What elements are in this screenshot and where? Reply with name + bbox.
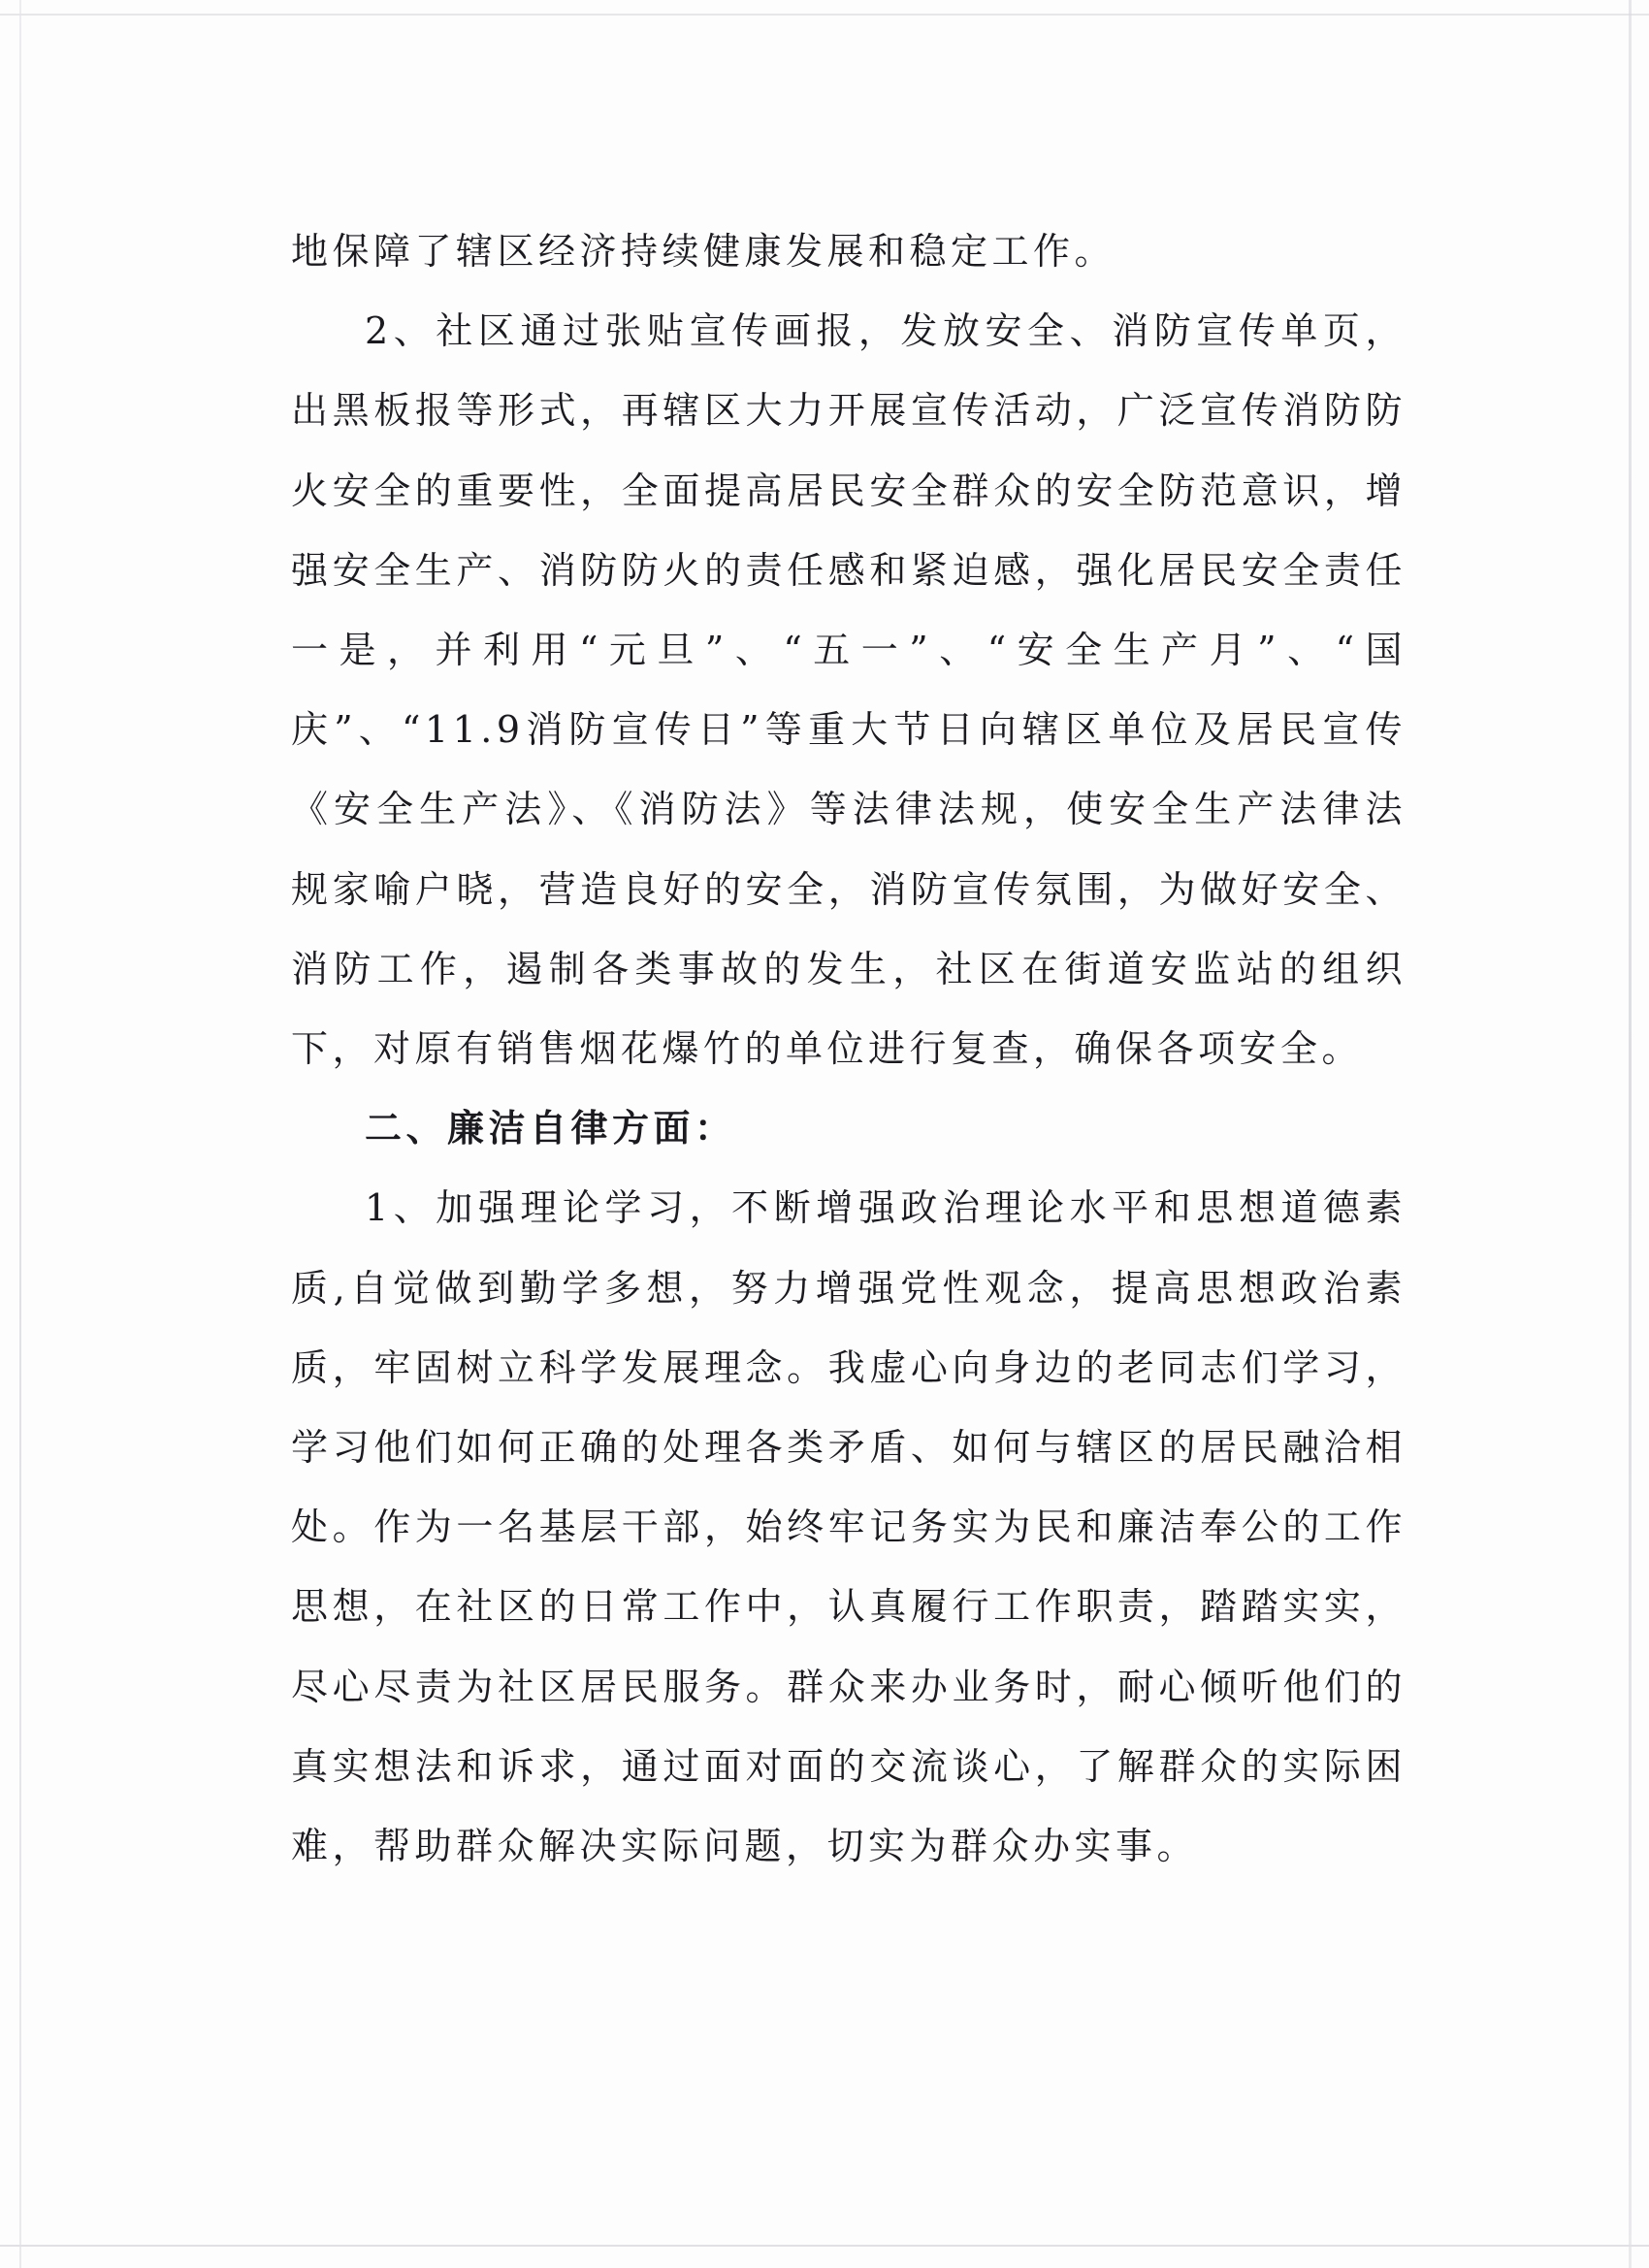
scan-edge-left xyxy=(19,0,21,2268)
document-body xyxy=(291,211,1406,1886)
scan-edge-right xyxy=(1629,0,1632,2268)
paragraph-study: 1、加强理论学习，不断增强政治理论水平和思想道德素质,自觉做到勤学多想，努力增强党性观念，提高思想政治素质，牢固树立科学发展理念。我虚心向身边的老同志们学习，学习他们如何正确的处理各类矛盾、如何与辖区的居民融洽相处。作为一名基层干部，始终牢记务实为民和廉洁奉公的工作思想，在社区的日常工作中，认真履行工作职责，踏踏实实，尽心尽责为社区居民服务。群众来办业务时，耐心倾听他们的真实想法和诉求，通过面对面的交流谈心，了解群众的实际困难，帮助群众解决实际问题，切实为群众办实事。 xyxy=(291,1186,1406,1868)
paragraph-continuation: 地保障了辖区经济持续健康发展和稳定工作。 xyxy=(291,230,1116,273)
paragraph-publicity: 2、社区通过张贴宣传画报，发放安全、消防宣传单页，出黑板报等形式，再辖区大力开展宣传活动，广泛宣传消防防火安全的重要性，全面提高居民安全群众的安全防范意识，增强安全生产、消防防火的责任感和紧迫感，强化居民安全责任一是，并利用“元旦”、“五一”、“安全生产月”、“国庆”、“11.9消防宣传日”等重大节日向辖区单位及居民宣传《安全生产法》、《消防法》等法律法规，使安全生产法律法规家喻户晓，营造良好的安全，消防宣传氛围，为做好安全、消防工作，遏制各类事故的发生，社区在街道安监站的组织下，对原有销售烟花爆竹的单位进行复查，确保各项安全。 xyxy=(291,309,1406,1071)
section-heading-integrity: 二、廉洁自律方面： xyxy=(365,1106,736,1150)
scan-edge-bottom xyxy=(0,2245,1649,2247)
scan-edge-top xyxy=(0,14,1649,16)
